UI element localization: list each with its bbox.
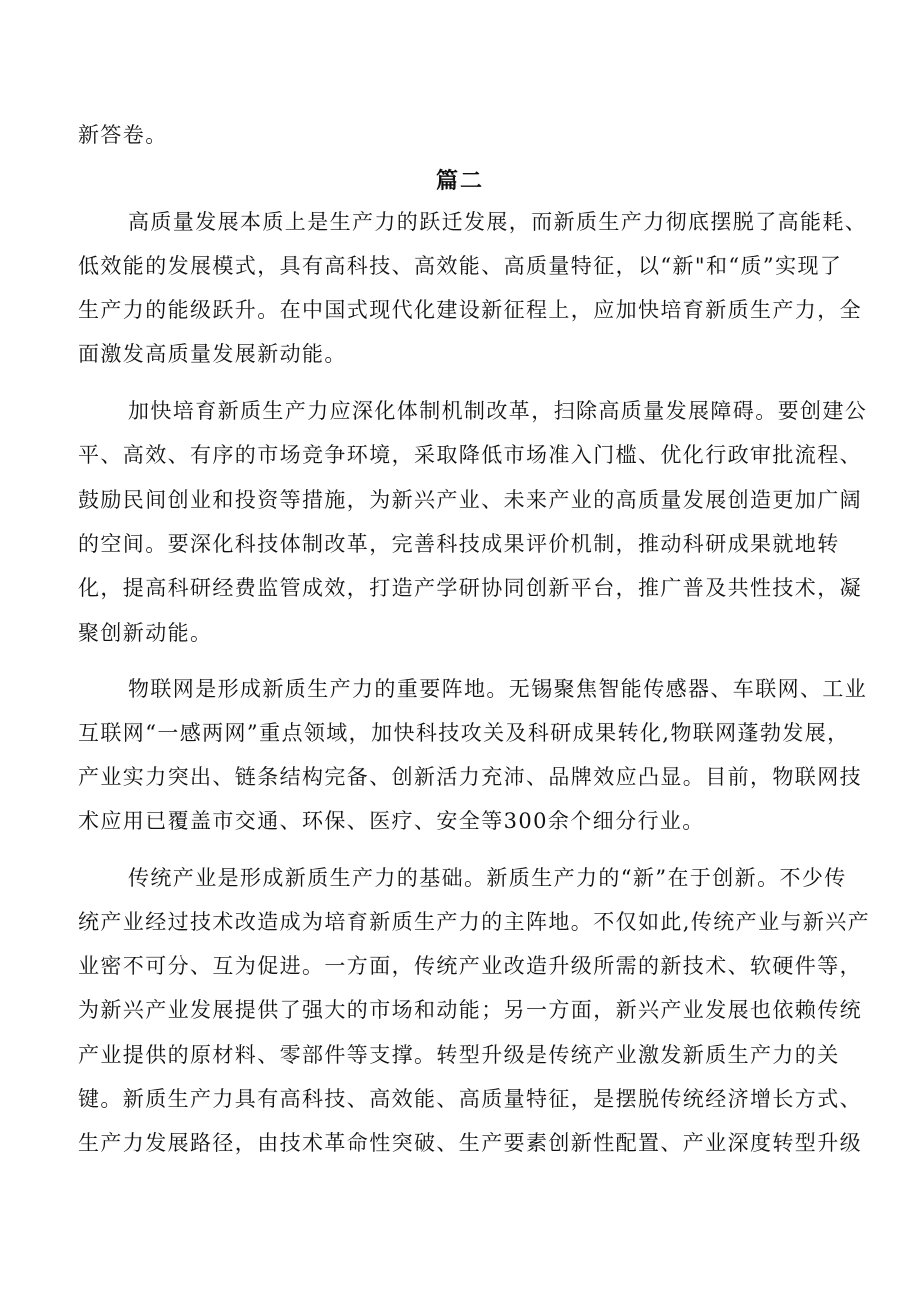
text-line: 鼓励民间创业和投资等措施，为新兴产业、未来产业的高质量发展创造更加广阔	[78, 488, 862, 512]
text-line: 业密不可分、互为促进。一方面，传统产业改造升级所需的新技术、软硬件等，	[78, 954, 862, 978]
text-line: 产业实力突出、链条结构完备、创新活力充沛、品牌效应凸显。目前，物联网技	[78, 765, 862, 789]
text-line: 物联网是形成新质生产力的重要阵地。无锡聚焦智能传感器、车联网、工业	[128, 677, 868, 701]
text-line: 生产力的能级跃升。在中国式现代化建设新征程上，应加快培育新质生产力，全	[78, 298, 862, 322]
text-line: 低效能的发展模式，具有高科技、高效能、高质量特征，以“新"和“质”实现了	[78, 254, 843, 278]
text-line: 键。新质生产力具有高科技、高效能、高质量特征，是摆脱传统经济增长方式、	[78, 1087, 862, 1111]
text-line: 面激发高质量发展新动能。	[78, 342, 347, 366]
text-line: 平、高效、有序的市场竞争环境，采取降低市场准入门槛、优化行政审批流程、	[78, 443, 862, 467]
text-line: 产业提供的原材料、零部件等支撑。转型升级是传统产业激发新质生产力的关	[78, 1043, 840, 1067]
text-line: 为新兴产业发展提供了强大的市场和动能；另一方面，新兴产业发展也依赖传统	[78, 998, 862, 1022]
text-line: 化，提高科研经费监管成效，打造产学研协同创新平台，推广普及共性技术，凝	[78, 576, 862, 600]
text-line: 新答卷。	[78, 123, 168, 147]
section-heading: 篇二	[435, 169, 484, 194]
text-line: 的空间。要深化科技体制改革，完善科技成果评价机制，推动科研成果就地转	[78, 532, 840, 556]
text-line: 统产业经过技术改造成为培育新质生产力的主阵地。不仅如此,传统产业与新兴产	[78, 910, 871, 934]
text-line: 传统产业是形成新质生产力的基础。新质生产力的“新”在于创新。不少传	[128, 866, 847, 890]
text-line: 加快培育新质生产力应深化体制机制改革，扫除高质量发展障碍。要创建公	[128, 399, 868, 423]
text-line: 互联网“一感两网”重点领域，加快科技攻关及科研成果转化,物联网蓬勃发展，	[78, 721, 850, 745]
text-line: 术应用已覆盖市交通、环保、医疗、安全等300余个细分行业。	[78, 809, 705, 833]
text-line: 聚创新动能。	[78, 621, 213, 645]
text-line: 生产力发展路径，由技术革命性突破、生产要素创新性配置、产业深度转型升级	[78, 1131, 862, 1155]
text-line: 高质量发展本质上是生产力的跃迁发展，而新质生产力彻底摆脱了高能耗、	[128, 210, 868, 234]
